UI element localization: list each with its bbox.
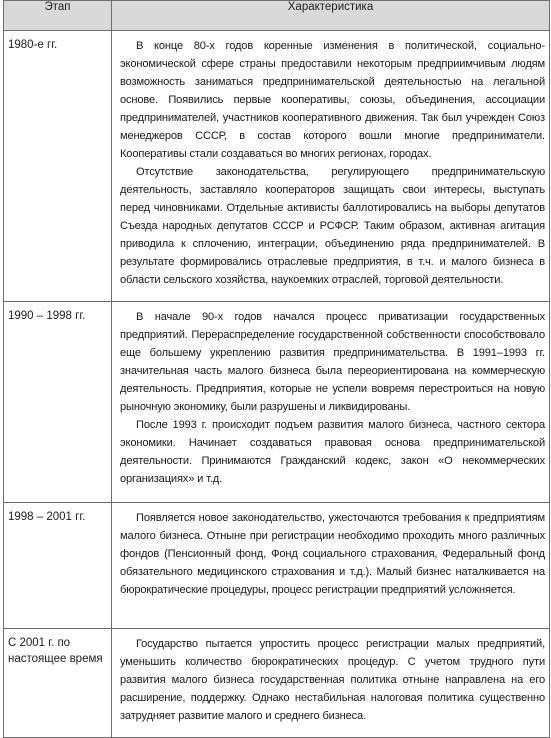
- stage-cell: 1990 – 1998 гг.: [4, 302, 112, 503]
- paragraph: В конце 80-х годов коренные изменения в политической, социально-экономической сфере страны предоставили некоторым предприимчивым людям возможность заниматься предпринимательской деятельностью на легальной основе. Появились первые кооперативы, союзы, объединения, ассоциации предпринимателей, участников кооперативного движения. Так был учрежден Союз менеджеров СССР, в состав которого вошли многие предприниматели. Кооперативы стали создаваться во многих регионах, городах.: [120, 40, 545, 160]
- paragraph: В начале 90-х годов начался процесс приватизации государственных предприятий. Перераспределение государственной собственности способствовало еще большему укреплению развития предпринимательства. В 1991–1993 гг. значительная часть малого бизнеса была переориентирована на коммерческую деятельность. Предприятия, которые не успели вовремя перестроиться на новую рыночную экономику, были разрушены и ликвидированы.: [120, 311, 545, 413]
- header-row: [4, 1, 550, 31]
- stage-cell: С 2001 г. по настоящее время: [4, 629, 112, 738]
- table-row: [4, 31, 550, 302]
- table-row: [4, 629, 550, 738]
- stages-table: [3, 0, 550, 738]
- header-stage: Этап: [4, 1, 112, 31]
- paragraph: Появляется новое законодательство, ужесточаются требования к предприятиям малого бизнеса. Отныне при регистрации необходимо проходить много различных фондов (Пенсионный фонд, Фонд социального страхования, Федеральный фонд обязательного медицинского страхования и т.д.). Малый бизнес наталкивается на бюрократические процедуры, процесс регистрации предприятий усложняется.: [120, 512, 545, 596]
- characteristic-cell: [112, 503, 550, 629]
- stage-cell: 1980-е гг.: [4, 31, 112, 302]
- table-header: [4, 1, 550, 31]
- header-characteristic: Характеристика: [112, 1, 550, 31]
- paragraph: Отсутствие законодательства, регулирующего предпринимательскую деятельность, заставляло кооператоров защищать свои интересы, выступать перед чиновниками. Отдельные активисты баллотировались на выборы депутатов Съезда народных депутатов СССР и РСФСР. Таким образом, активная агитация приводила к сплочению, интеграции, объединению ряда предпринимателей. В результате формировались отраслевые предприятия, в т.ч. и малого бизнеса в области сельского хозяйства, наукоемких отраслей, торговой деятельности.: [120, 166, 545, 286]
- table-row: [4, 503, 550, 629]
- characteristic-cell: [112, 31, 550, 302]
- stage-cell: 1998 – 2001 гг.: [4, 503, 112, 629]
- characteristic-cell: [112, 629, 550, 738]
- table-body: [4, 31, 550, 738]
- paragraph: Государство пытается упростить процесс регистрации малых предприятий, уменьшить количество бюрократических процедур. С учетом трудного пути развития малого бизнеса государственная политика отныне направлена на его расширение, поддержку. Однако нестабильная налоговая политика существенно затрудняет развитие малого и среднего бизнеса.: [120, 638, 545, 722]
- table-row: [4, 302, 550, 503]
- characteristic-cell: [112, 302, 550, 503]
- paragraph: После 1993 г. происходит подъем развития малого бизнеса, частного сектора экономики. Начинает создаваться правовая основа предпринимательской деятельности. Принимаются Гражданский кодекс, закон «О некоммерческих организациях» и т.д.: [120, 419, 545, 485]
